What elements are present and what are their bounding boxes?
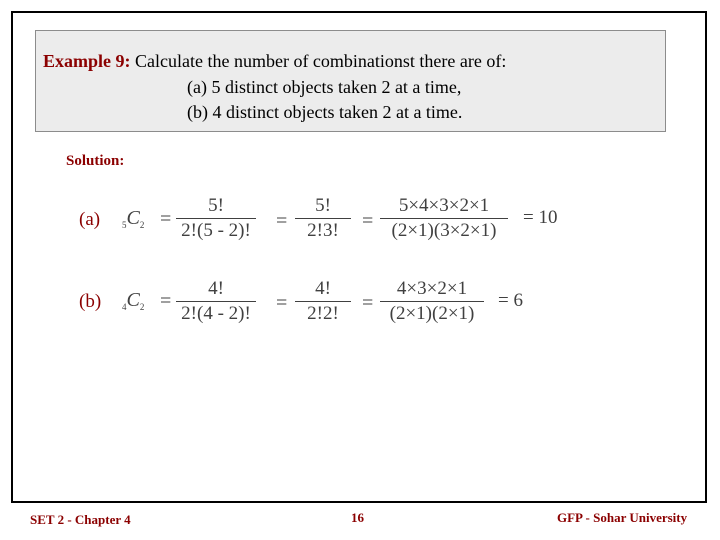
part-a-label: (a) bbox=[79, 209, 101, 230]
part-b-f3-num: 4×3×2×1 bbox=[396, 278, 468, 299]
part-a-f3-num: 5×4×3×2×1 bbox=[398, 195, 490, 216]
part-b-eq3: = bbox=[362, 292, 374, 314]
part-a-combination bbox=[122, 207, 144, 230]
part-a-f1-num: 5! bbox=[208, 195, 224, 216]
fraction-bar bbox=[295, 218, 351, 219]
part-b-c: C bbox=[126, 289, 140, 311]
example-box bbox=[35, 30, 666, 132]
example-text: Calculate the number of combinationst there are of: bbox=[135, 51, 507, 71]
part-a-fraction-1 bbox=[176, 195, 256, 242]
example-part-b: (b) 4 distinct objects taken 2 at a time. bbox=[187, 102, 463, 122]
part-b-n: 4 bbox=[122, 302, 127, 312]
part-b-label: (b) bbox=[79, 291, 102, 312]
part-a-r: 2 bbox=[139, 220, 145, 230]
part-b-eq2: = bbox=[276, 292, 288, 314]
part-b-combination bbox=[122, 289, 144, 312]
fraction-bar bbox=[176, 301, 256, 302]
part-b-f2-num: 4! bbox=[315, 278, 331, 299]
part-b-fraction-3 bbox=[380, 278, 484, 325]
part-a-c: C bbox=[126, 207, 140, 229]
part-a-f1-den: 2!(5 - 2)! bbox=[181, 220, 251, 241]
part-a-fraction-2 bbox=[295, 195, 351, 242]
footer-left: SET 2 - Chapter 4 bbox=[30, 512, 131, 527]
part-a-eq2: = bbox=[276, 210, 288, 232]
example-part-a: (a) 5 distinct objects taken 2 at a time, bbox=[187, 77, 462, 97]
part-a-result: = 10 bbox=[523, 207, 558, 228]
solution-label: Solution: bbox=[66, 153, 125, 169]
part-a-eq3: = bbox=[362, 210, 374, 232]
part-b-result: = 6 bbox=[498, 290, 523, 311]
part-b-f1-den: 2!(4 - 2)! bbox=[181, 303, 251, 324]
part-b-fraction-2 bbox=[295, 278, 351, 325]
fraction-bar bbox=[380, 301, 484, 302]
fraction-bar bbox=[176, 218, 256, 219]
part-b-f2-den: 2!2! bbox=[307, 303, 339, 324]
fraction-bar bbox=[380, 218, 508, 219]
part-b-fraction-1 bbox=[176, 278, 256, 325]
example-label: Example 9: bbox=[43, 51, 131, 71]
footer-right: GFP - Sohar University bbox=[557, 510, 688, 525]
part-b-eq1: = bbox=[160, 290, 172, 312]
part-a-f2-num: 5! bbox=[315, 195, 331, 216]
part-b-r: 2 bbox=[139, 302, 145, 312]
example-first-line bbox=[43, 51, 506, 71]
fraction-bar bbox=[295, 301, 351, 302]
part-a-fraction-3 bbox=[380, 195, 508, 242]
part-a-f2-den: 2!3! bbox=[307, 220, 339, 241]
part-b-f1-num: 4! bbox=[208, 278, 224, 299]
page-number: 16 bbox=[351, 510, 364, 525]
part-a-eq1: = bbox=[160, 208, 172, 230]
part-b-f3-den: (2×1)(2×1) bbox=[389, 303, 475, 324]
part-a-f3-den: (2×1)(3×2×1) bbox=[391, 220, 497, 241]
part-a-n: 5 bbox=[122, 220, 127, 230]
